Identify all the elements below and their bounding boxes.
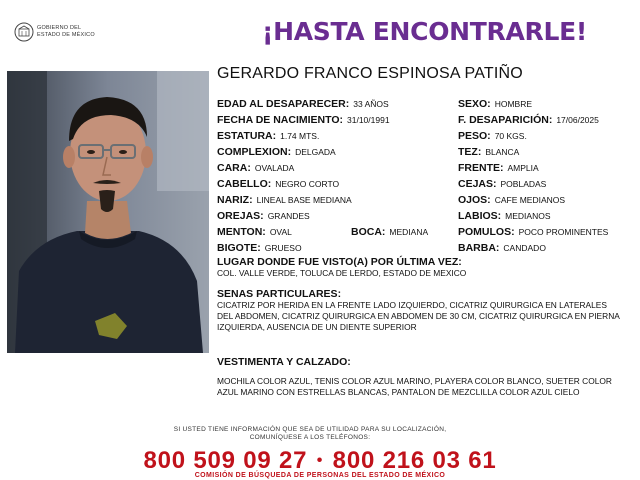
cejas-label: CEJAS:: [458, 178, 497, 190]
headline: ¡HASTA ENCONTRARLE!: [262, 17, 587, 46]
field-tez: [458, 145, 519, 158]
estatura-label: ESTATURA:: [217, 130, 277, 142]
menton-label: MENTON:: [217, 226, 266, 238]
state-seal-icon: [14, 22, 34, 42]
frente-label: FRENTE:: [458, 162, 504, 174]
edad-label: EDAD AL DESAPARECER:: [217, 98, 350, 110]
tez-label: TEZ:: [458, 146, 482, 158]
sexo-value: HOMBRE: [494, 99, 532, 109]
desaparicion-label: F. DESAPARICIÓN:: [458, 114, 553, 126]
ojos-value: CAFE MEDIANOS: [494, 195, 566, 205]
boca-label: BOCA:: [351, 226, 386, 238]
commission-name: COMISIÓN DE BÚSQUEDA DE PERSONAS DEL ESTADO DE MÉXICO: [194, 472, 446, 479]
field-boca: [351, 225, 428, 238]
field-labios: [458, 209, 551, 222]
state-government-logo: [14, 22, 124, 44]
field-peso: [458, 129, 527, 142]
field-orejas: [217, 209, 310, 222]
cara-label: CARA:: [217, 162, 251, 174]
edad-value: 33 AÑOS: [353, 99, 389, 109]
menton-value: OVAL: [269, 227, 292, 237]
labios-value: MEDIANOS: [505, 211, 551, 221]
field-sexo: [458, 97, 532, 110]
nacimiento-value: 31/10/1991: [347, 115, 390, 125]
field-complexion: [217, 145, 336, 158]
boca-value: MEDIANA: [389, 227, 429, 237]
person-photo: [7, 71, 209, 353]
marks-text: CICATRIZ POR HERIDA EN LA FRENTE LADO IZQUIERDO, CICATRIZ QUIRURGICA EN LATERALES DEL ABDOMEN, CICATRIZ QUIRURGICA EN ABDOMEN DE 30 CM, CICATRIZ QUIRURGICA EN PIERNA IZQUIERDA, AUSENCIA DE UN DIENTE SUPERIOR: [217, 300, 620, 332]
field-edad: [217, 97, 389, 110]
field-barba: [458, 241, 546, 254]
field-estatura: [217, 129, 319, 142]
bigote-label: BIGOTE:: [217, 242, 261, 254]
peso-value: 70 KGS.: [494, 131, 527, 141]
field-frente: [458, 161, 539, 174]
field-cejas: [458, 177, 546, 190]
nariz-value: LINEAL BASE MEDIANA: [256, 195, 352, 205]
pomulos-label: POMULOS:: [458, 226, 515, 238]
clothing-text: MOCHILA COLOR AZUL, TENIS COLOR AZUL MARINO, PLAYERA COLOR BLANCO, SUETER COLOR AZUL MARINO CON ESTRELLAS BLANCAS, PANTALON DE MEZCLILLA COLOR AZUL CIELO: [217, 376, 612, 397]
field-pomulos: [458, 225, 608, 238]
phone-2[interactable]: 800 216 03 61: [332, 447, 497, 474]
field-desaparicion: [458, 113, 599, 126]
contact-note-line-2: COMUNÍQUESE A LOS TELÉFONOS:: [249, 434, 371, 441]
orejas-value: GRANDES: [267, 211, 310, 221]
complexion-label: COMPLEXION:: [217, 146, 292, 158]
barba-value: CANDADO: [503, 243, 546, 253]
field-bigote: [217, 241, 302, 254]
pomulos-value: POCO PROMINENTES: [518, 227, 609, 237]
logo-line-2: ESTADO DE MÉXICO: [37, 32, 95, 38]
field-nacimiento: [217, 113, 390, 126]
sexo-label: SEXO:: [458, 98, 491, 110]
phone-numbers: [0, 447, 640, 475]
contact-note-line-1: SI USTED TIENE INFORMACIÓN QUE SEA DE UTILIDAD PARA SU LOCALIZACIÓN,: [173, 426, 447, 433]
cejas-value: POBLADAS: [500, 179, 547, 189]
field-nariz: [217, 193, 352, 206]
field-ojos: [458, 193, 565, 206]
cabello-label: CABELLO:: [217, 178, 272, 190]
ojos-label: OJOS:: [458, 194, 491, 206]
last-seen-text: COL. VALLE VERDE, TOLUCA DE LERDO, ESTADO DE MEXICO: [217, 268, 467, 278]
nacimiento-label: FECHA DE NACIMIENTO:: [217, 114, 343, 126]
nariz-label: NARIZ:: [217, 194, 253, 206]
frente-value: AMPLIA: [507, 163, 539, 173]
marks-title: SENAS PARTICULARES:: [217, 288, 342, 300]
cara-value: OVALADA: [254, 163, 295, 173]
clothing-title: VESTIMENTA Y CALZADO:: [217, 356, 351, 368]
last-seen-title: LUGAR DONDE FUE VISTO(A) POR ÚLTIMA VEZ:: [217, 256, 462, 268]
desaparicion-value: 17/06/2025: [556, 115, 599, 125]
field-cara: [217, 161, 294, 174]
orejas-label: OREJAS:: [217, 210, 264, 222]
barba-label: BARBA:: [458, 242, 500, 254]
phone-separator: •: [316, 452, 324, 469]
tez-value: BLANCA: [485, 147, 520, 157]
person-name: GERARDO FRANCO ESPINOSA PATIÑO: [217, 65, 523, 82]
logo-line-1: GOBIERNO DEL: [37, 25, 82, 31]
phone-1[interactable]: 800 509 09 27: [143, 447, 308, 474]
estatura-value: 1.74 MTS.: [280, 131, 320, 141]
peso-label: PESO:: [458, 130, 491, 142]
field-cabello: [217, 177, 339, 190]
complexion-value: DELGADA: [295, 147, 336, 157]
cabello-value: NEGRO CORTO: [275, 179, 340, 189]
field-menton: [217, 225, 292, 238]
labios-label: LABIOS:: [458, 210, 502, 222]
bigote-value: GRUESO: [264, 243, 302, 253]
